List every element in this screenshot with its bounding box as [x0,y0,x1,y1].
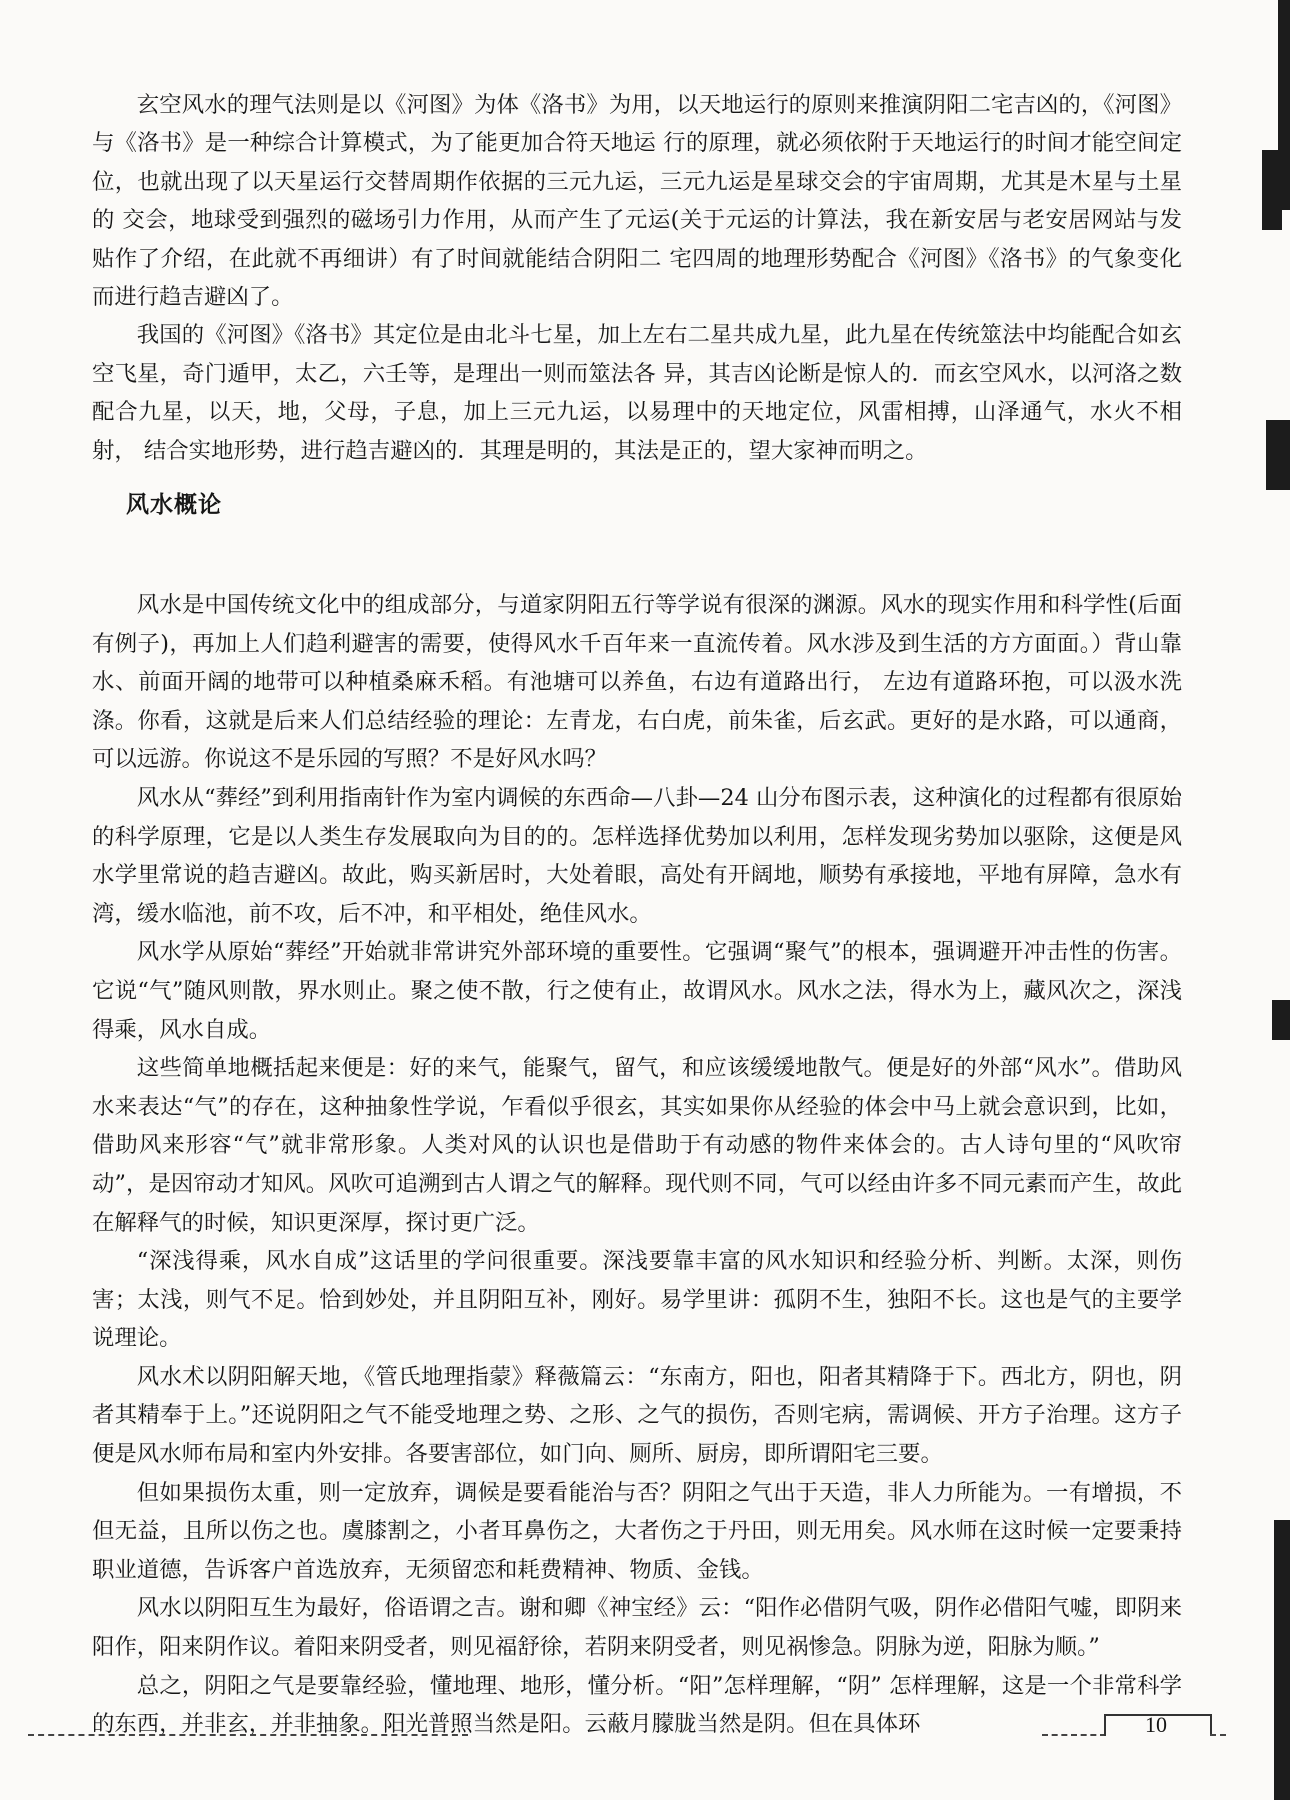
body-paragraph: 风水以阴阳互生为最好，俗语谓之吉。谢和卿《神宝经》云：“阳作必借阴气吸，阴作必借阳气嘘，即阴来阳作，阳来阴作议。着阳来阴受者，则见福舒徐，若阴来阴受者，则见祸惨急。阴脉为逆，阳脉为顺。” [92,1595,1182,1661]
scan-edge-mark [1266,420,1290,490]
scan-edge-mark [1262,150,1282,230]
scan-edge-mark [1274,1520,1290,1800]
body-paragraph: 但如果损伤太重，则一定放弃，调候是要看能治与否？阴阳之气出于天造，非人力所能为。一有增损，不但无益，且所以伤之也。虞膝割之，小者耳鼻伤之，大者伤之于丹田，则无用矣。风水师在这时候一定要秉持职业道德，告诉客户首选放弃，无须留恋和耗费精神、物质、金钱。 [92,1479,1182,1583]
body-paragraph: 风水术以阴阳解天地，《管氏地理指蒙》释薇篇云：“东南方，阳也，阳者其精降于下。西北方，阴也，阴者其精奉于上。”还说阴阳之气不能受地理之势、之形、之气的损伤，否则宅病，需调候、开方子治理。这方子便是风水师布局和室内外安排。各要害部位，如门向、厕所、厨房，即所谓阳宅三要。 [92,1363,1182,1468]
body-paragraph: 总之，阴阳之气是要靠经验，懂地理、地形，懂分析。“阳”怎样理解，“阴” 怎样理解，这是一个非常科学的东西，并非玄，并非抽象。阳光普照当然是阳。云蔽月朦胧当然是阴。但在具体环 [92,1672,1182,1738]
footer-rule [1042,1734,1106,1736]
body-paragraph: 风水从“葬经”到利用指南针作为室内调候的东西命—八卦—24 山分布图示表，这种演化的过程都有很原始的科学原理，它是以人类生存发展取向为目的的。怎样选择优势加以利用，怎样发现劣势加以驱除，这便是风水学里常说的趋吉避凶。故此，购买新居时，大处着眼，高处有开阔地，顺势有承接地，平地有屏障，急水有湾，缓水临池，前不攻，后不冲，和平相处，绝佳风水。 [92,784,1182,927]
intro-paragraph: 玄空风水的理气法则是以《河图》为体《洛书》为用，以天地运行的原则来推演阴阳二宅吉凶的，《河图》与《洛书》是一种综合计算模式，为了能更加合符天地运 行的原理，就必须依附于天地运行的时间才能空间定位，也就出现了以天星运行交替周期作依据的三元九运，三元九运是星球交会的宇宙周期，尤其是木星与土星的 交会，地球受到强烈的磁场引力作用，从而产生了元运(关于元运的计算法，我在新安居与老安居网站与发贴作了介绍，在此就不再细讲）有了时间就能结合阴阳二 宅四周的地理形势配合《河图》《洛书》的气象变化而进行趋吉避凶了。 [92,92,1182,311]
page-number: 10 [1145,1712,1167,1737]
body-paragraph: 风水是中国传统文化中的组成部分，与道家阴阳五行等学说有很深的渊源。风水的现实作用和科学性(后面有例子)，再加上人们趋利避害的需要，使得风水千百年来一直流传着。风水涉及到生活的方方面面。）背山靠水、前面开阔的地带可以种植桑麻禾稻。有池塘可以养鱼，右边有道路出行， 左边有道路环抱，可以汲水洗涤。你看，这就是后来人们总结经验的理论：左青龙，右白虎，前朱雀，后玄武。更好的是水路，可以通商，可以远游。你说这不是乐园的写照？不是好风水吗？ [92,592,1182,773]
body-paragraph: 这些简单地概括起来便是：好的来气，能聚气，留气，和应该缓缓地散气。便是好的外部“风水”。借助风水来表达“气”的存在，这种抽象性学说，乍看似乎很玄，其实如果你从经验的体会中马上就会意识到，比如，借助风来形容“气”就非常形象。人类对风的认识也是借助于有动感的物件来体会的。古人诗句里的“风吹帘动”，是因帘动才知风。风吹可追溯到古人谓之气的解释。现代则不同，气可以经由许多不同元素而产生，故此在解释气的时候，知识更深厚，探讨更广泛。 [92,1055,1182,1236]
footer-rule [28,1734,468,1736]
section-title: 风水概论 [126,492,222,518]
scan-edge-mark [1272,1000,1290,1040]
footer-rule [1210,1734,1226,1736]
body-paragraph: “深浅得乘，风水自成”这话里的学问很重要。深浅要靠丰富的风水知识和经验分析、判断。太深，则伤害；太浅，则气不足。恰到妙处，并且阴阳互补，刚好。易学里讲：孤阴不生，独阳不长。这也是气的主要学说理论。 [92,1248,1182,1352]
intro-section [92,86,1182,470]
intro-paragraph: 我国的《河图》《洛书》其定位是由北斗七星，加上左右二星共成九星，此九星在传统筮法中均能配合如玄空飞星，奇门遁甲，太乙，六壬等，是理出一则而筮法各 异，其吉凶论断是惊人的．而玄空风水，以河洛之数配合九星，以天，地，父母，子息，加上三元九运，以易理中的天地定位，风雷相搏，山泽通气，水火不相射， 结合实地形势，进行趋吉避凶的．其理是明的，其法是正的，望大家神而明之。 [92,322,1182,464]
section-body [92,586,1182,1744]
body-paragraph: 风水学从原始“葬经”开始就非常讲究外部环境的重要性。它强调“聚气”的根本，强调避开冲击性的伤害。它说“气”随风则散，界水则止。聚之使不散，行之使有止，故谓风水。风水之法，得水为上，藏风次之，深浅得乘，风水自成。 [92,939,1182,1043]
